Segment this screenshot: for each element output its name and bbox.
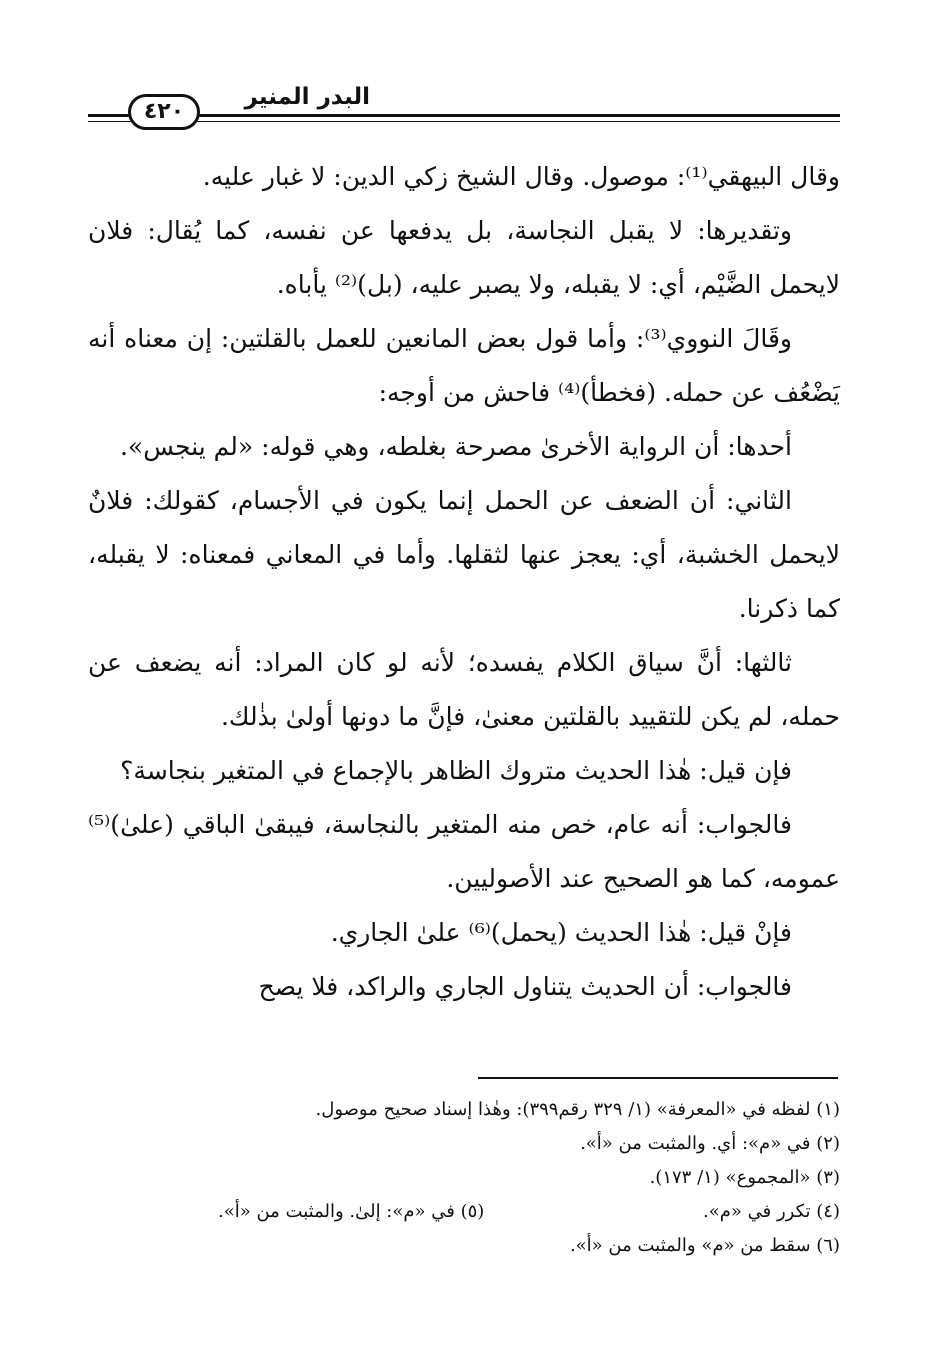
paragraph-5: الثاني: أن الضعف عن الحمل إنما يكون في الأجسام، كقولك: فلانٌ لايحمل الخشبة، أي: يعجز عنها لثقلها. وأما في المعاني فمعناه: لا يقبله، كما ذكرنا. [88, 486, 840, 623]
page-number: ٤٢٠ [128, 94, 200, 130]
paragraph-6: ثالثها: أنَّ سياق الكلام يفسده؛ لأنه لو كان المراد: أنه يضعف عن حمله، لم يكن للتقييد بالقلتين معنىٰ، فإنَّ ما دونها أولىٰ بذٰلك. [88, 648, 840, 731]
paragraph-4: أحدها: أن الرواية الأخرىٰ مصرحة بغلطه، وهي قوله: «لم ينجس». [119, 432, 792, 461]
footnote-1: (١) لفظه في «المعرفة» (١/ ٣٢٩ رقم٣٩٩): وهٰذا إسناد صحيح موصول. [315, 1099, 840, 1120]
page-header [88, 84, 840, 132]
header-rule-top [88, 114, 840, 117]
footnote-4: (٤) تكرر في «م». [703, 1201, 840, 1222]
footnote-2: (٢) في «م»: أي. والمثبت من «أ». [580, 1133, 840, 1154]
footnote-3: (٣) «المجموع» (١/ ١٧٣). [649, 1167, 840, 1188]
footnotes [88, 1093, 840, 1263]
paragraph-2: وتقديرها: لا يقبل النجاسة، بل يدفعها عن نفسه، كما يُقال: فلان لايحمل الضَّيْم، أي: لا يقبله، ولا يصبر عليه، (بل)⁽²⁾ يأباه. [88, 216, 840, 299]
footnote-5: (٥) في «م»: إلىٰ. والمثبت من «أ». [218, 1201, 485, 1222]
footnote-6: (٦) سقط من «م» والمثبت من «أ». [569, 1235, 840, 1256]
paragraph-10: فالجواب: أن الحديث يتناول الجاري والراكد، فلا يصح [258, 972, 792, 1001]
paragraph-3: وقَالَ النووي⁽³⁾: وأما قول بعض المانعين للعمل بالقلتين: إن معناه أنه يَضْعُف عن حمله. (فخطأ)⁽⁴⁾ فاحش من أوجه: [88, 324, 840, 407]
paragraph-1: وقال البيهقي⁽¹⁾: موصول. وقال الشيخ زكي الدين: لا غبار عليه. [202, 162, 840, 191]
footnote-row-4-5 [88, 1195, 840, 1229]
paragraph-8: فالجواب: أنه عام، خص منه المتغير بالنجاسة، فيبقىٰ الباقي (علىٰ)⁽⁵⁾ عمومه، كما هو الصحيح عند الأصوليين. [88, 810, 840, 893]
footnote-separator [478, 1077, 838, 1079]
main-text [88, 150, 840, 1014]
running-title: البدر المنير [244, 84, 370, 110]
paragraph-9: فإنْ قيل: هٰذا الحديث (يحمل)⁽⁶⁾ علىٰ الجاري. [330, 918, 792, 947]
paragraph-7: فإن قيل: هٰذا الحديث متروك الظاهر بالإجماع في المتغير بنجاسة؟ [120, 756, 792, 785]
header-rule-bottom [88, 121, 840, 122]
